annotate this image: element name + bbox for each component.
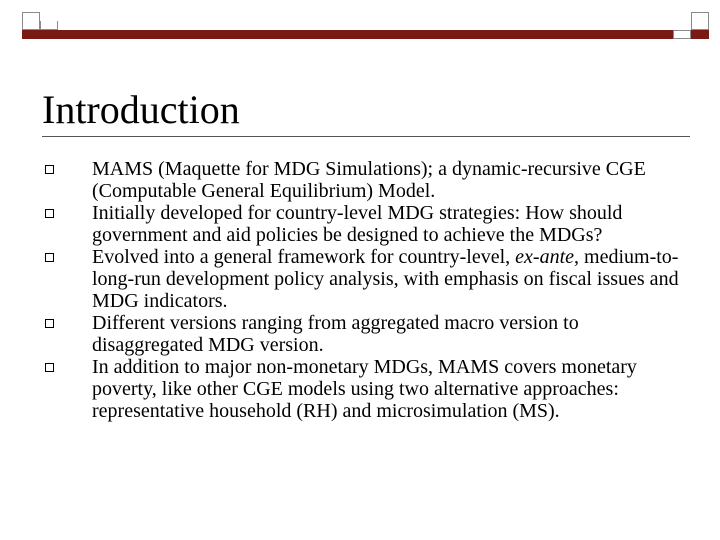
decor-square-icon	[22, 12, 40, 30]
bullet-text: MAMS (Maquette for MDG Simulations); a dynamic-recursive CGE (Computable General Equilibrium) Model.	[92, 158, 646, 202]
hollow-square-bullet-icon	[45, 165, 54, 174]
bullet-text: Evolved into a general framework for country-level,	[92, 246, 516, 268]
list-item	[40, 202, 690, 246]
decor-square-icon	[691, 12, 709, 30]
bullet-text: Different versions ranging from aggregated macro version to disaggregated MDG version.	[92, 312, 579, 356]
hollow-square-bullet-icon	[45, 363, 54, 372]
bullet-emphasis: ex-ante	[515, 246, 575, 268]
accent-bar	[22, 30, 690, 39]
decor-square-icon	[40, 21, 58, 30]
slide-title: Introduction	[42, 87, 240, 132]
title-divider	[42, 136, 690, 137]
list-item	[40, 312, 690, 356]
bullet-text: Initially developed for country-level MDG strategies: How should government and aid policies be designed to achieve the MDGs?	[92, 202, 623, 246]
hollow-square-bullet-icon	[45, 253, 54, 262]
bullet-text: In addition to major non-monetary MDGs, MAMS covers monetary poverty, like other CGE models using two alternative approaches: representative household (RH) and microsimulation (MS).	[92, 356, 637, 422]
decor-square-icon	[691, 30, 709, 39]
hollow-square-bullet-icon	[45, 209, 54, 218]
hollow-square-bullet-icon	[45, 319, 54, 328]
list-item	[40, 356, 690, 422]
list-item	[40, 246, 690, 312]
decorative-header-bar	[22, 12, 712, 40]
bullet-list	[40, 158, 690, 422]
bullet-text-continued: , medium-to-long-run development policy analysis, with emphasis on fiscal issues and MDG indicators.	[92, 246, 679, 312]
decor-square-icon	[673, 30, 691, 39]
list-item	[40, 158, 690, 202]
